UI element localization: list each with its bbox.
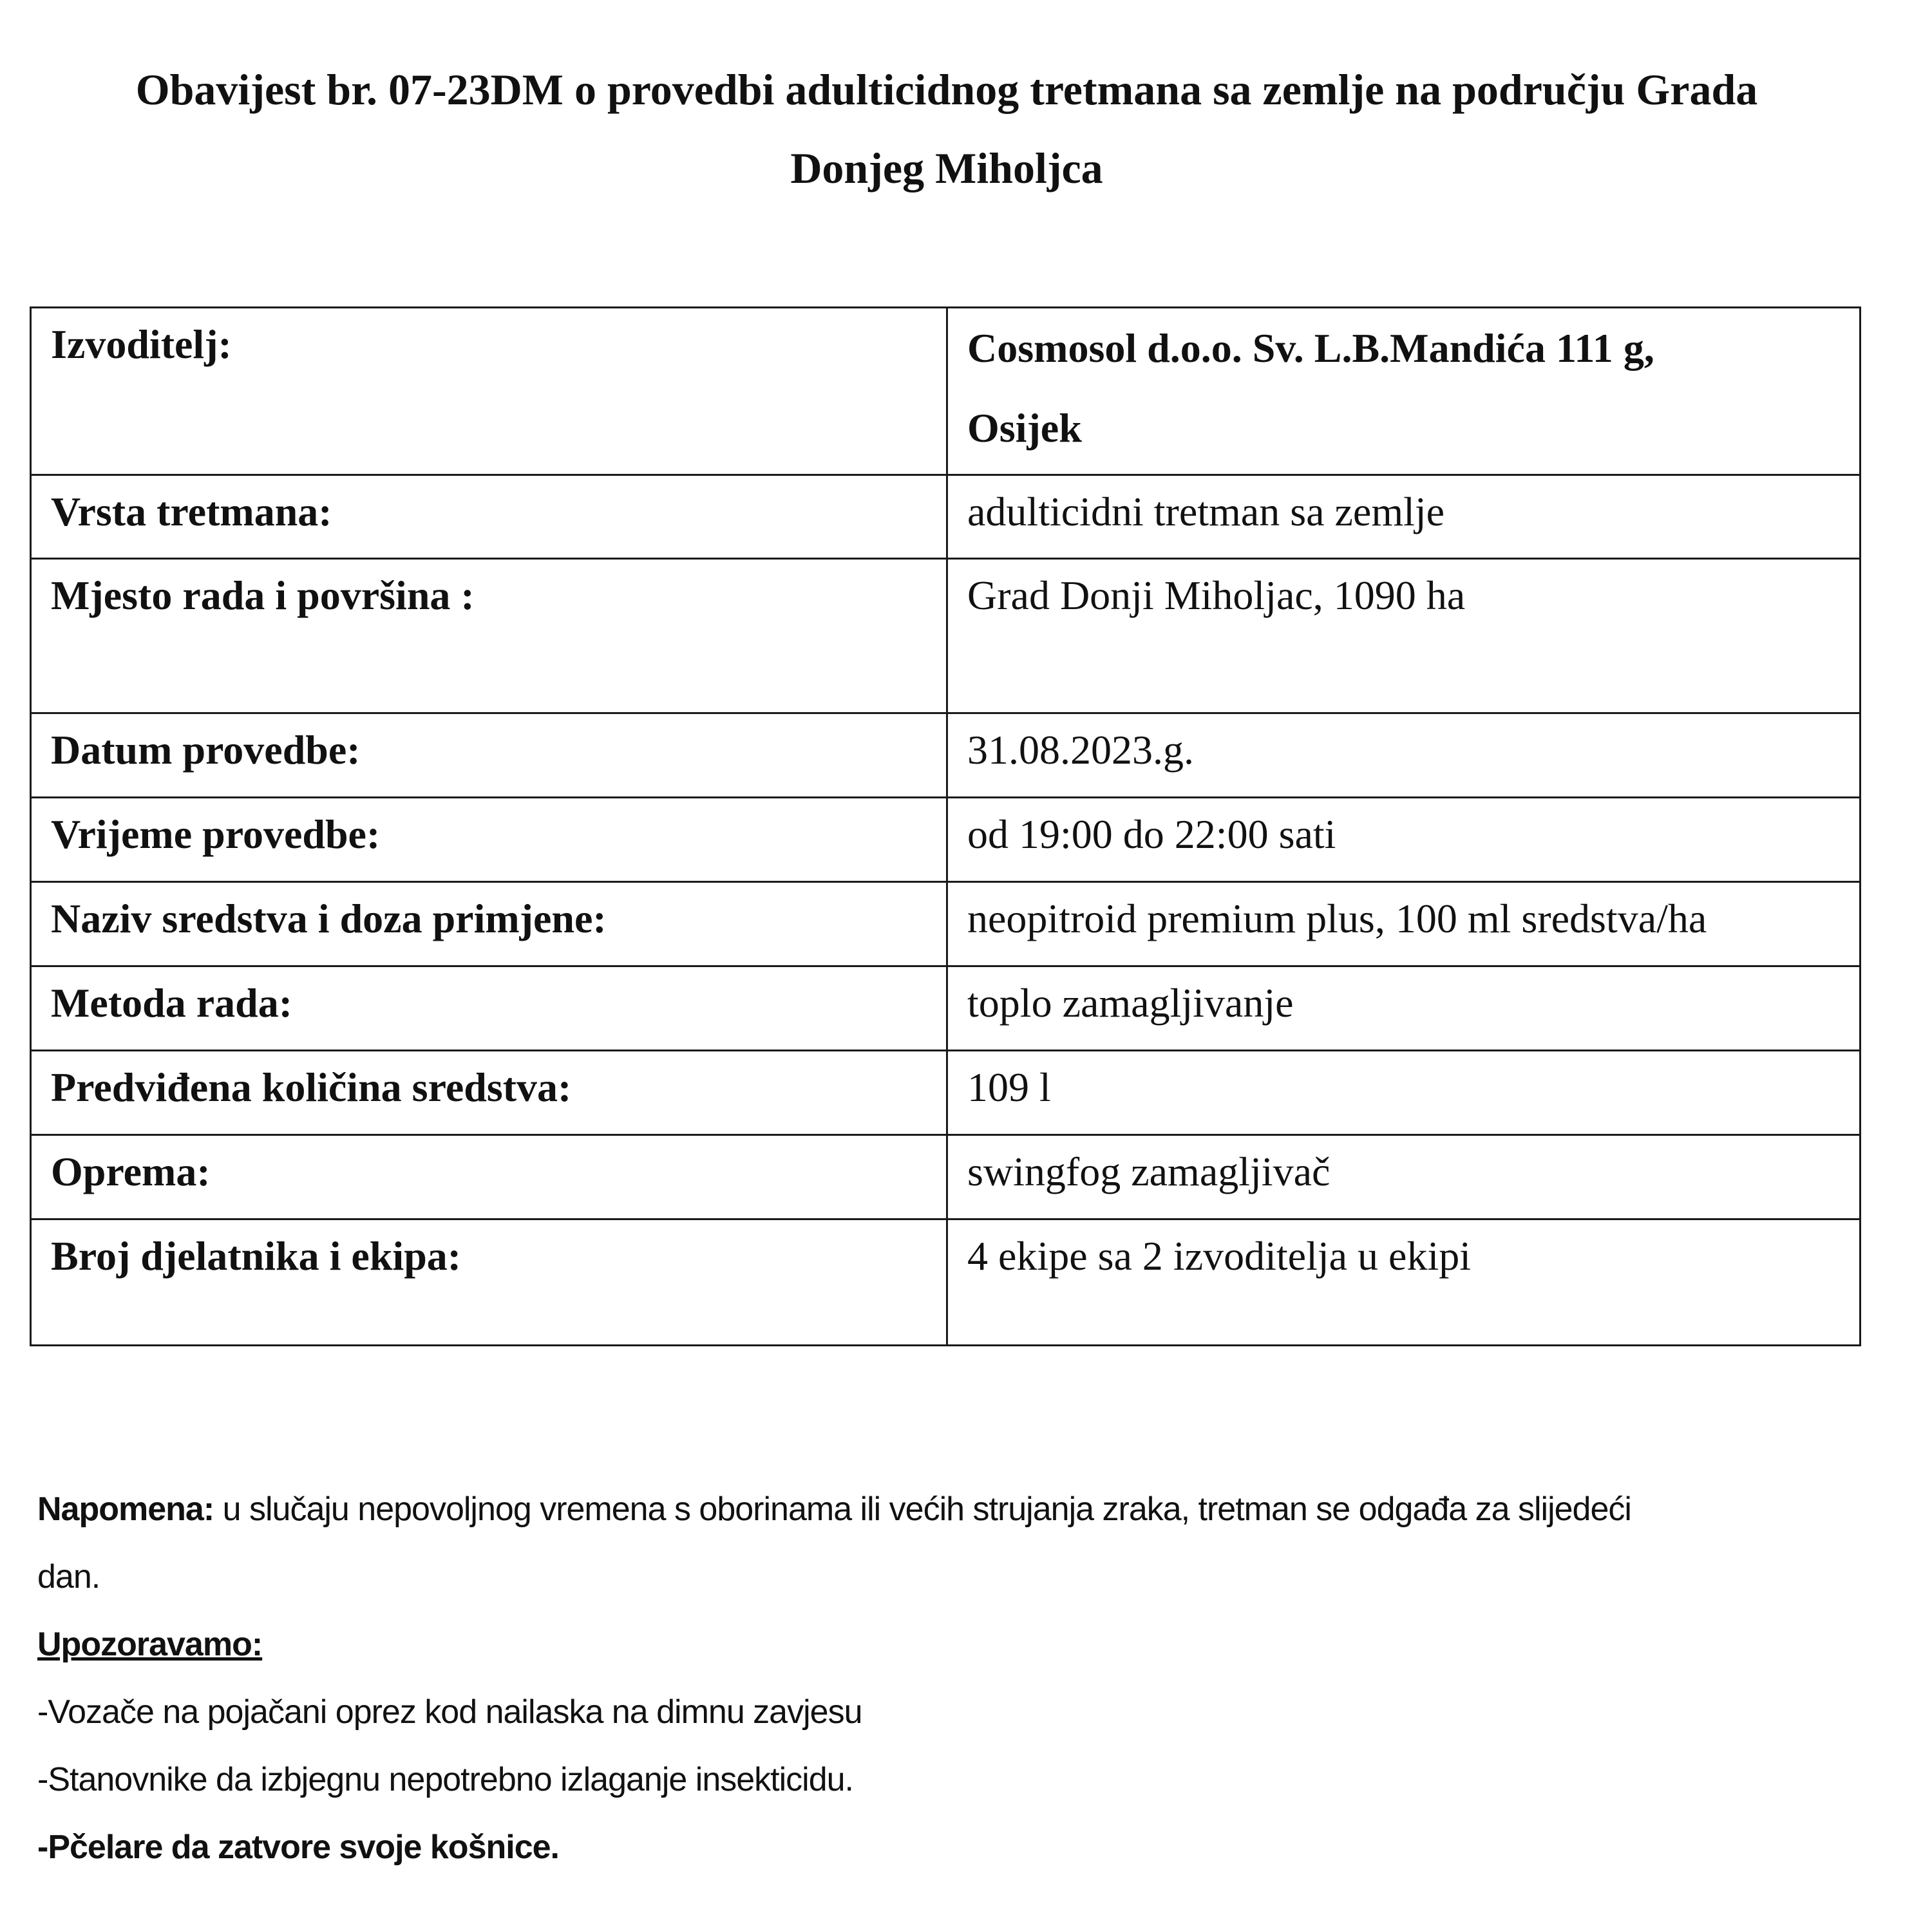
table-row (31, 798, 1861, 882)
row-value: 31.08.2023.g. (947, 713, 1861, 798)
row-value: 109 l (947, 1051, 1861, 1135)
row-value-line: Osijek (967, 405, 1082, 451)
napomena-continuation: dan. (37, 1558, 100, 1596)
row-value: swingfog zamagljivač (947, 1135, 1861, 1219)
warning-item: -Pčelare da zatvore svoje košnice. (37, 1829, 559, 1866)
table-row (31, 1051, 1861, 1135)
napomena-line (37, 1476, 1866, 1543)
napomena-label: Napomena: (37, 1491, 214, 1528)
row-label: Vrsta tretmana: (31, 475, 947, 559)
table-row (31, 1219, 1861, 1346)
row-value: neopitroid premium plus, 100 ml sredstva/ha (947, 882, 1861, 966)
row-value: toplo zamagljivanje (947, 966, 1861, 1051)
row-label: Broj djelatnika i ekipa: (31, 1219, 947, 1346)
row-label: Oprema: (31, 1135, 947, 1219)
table-row (31, 882, 1861, 966)
row-label: Izvoditelj: (31, 308, 947, 475)
row-label: Predviđena količina sredstva: (31, 1051, 947, 1135)
table-row (31, 713, 1861, 798)
row-value (947, 308, 1861, 475)
row-label: Mjesto rada i površina : (31, 559, 947, 713)
treatment-info-table (30, 306, 1861, 1346)
table-row (31, 966, 1861, 1051)
notes-section (37, 1476, 1866, 1881)
table-row (31, 308, 1861, 475)
table-row (31, 1135, 1861, 1219)
document-title (26, 50, 1868, 207)
row-value: od 19:00 do 22:00 sati (947, 798, 1861, 882)
row-label: Metoda rada: (31, 966, 947, 1051)
napomena-text: u slučaju nepovoljnog vremena s oborinama ili većih strujanja zraka, tretman se odgađa za slijedeći (214, 1491, 1631, 1528)
row-label: Vrijeme provedbe: (31, 798, 947, 882)
upozoravamo-heading: Upozoravamo: (37, 1626, 263, 1663)
title-line-1: Obavijest br. 07-23DM o provedbi adulticidnog tretmana sa zemlje na području Grada (135, 65, 1758, 114)
table-row (31, 475, 1861, 559)
row-value: 4 ekipe sa 2 izvoditelja u ekipi (947, 1219, 1861, 1346)
row-label: Datum provedbe: (31, 713, 947, 798)
row-value: adulticidni tretman sa zemlje (947, 475, 1861, 559)
warning-item: -Stanovnike da izbjegnu nepotrebno izlaganje insekticidu. (37, 1761, 853, 1798)
title-line-2: Donjeg Miholjca (790, 144, 1103, 193)
warning-item: -Vozače na pojačani oprez kod nailaska na dimnu zavjesu (37, 1693, 862, 1731)
row-value-line: Cosmosol d.o.o. Sv. L.B.Mandića 111 g, (967, 325, 1654, 371)
table-row (31, 559, 1861, 713)
row-label: Naziv sredstva i doza primjene: (31, 882, 947, 966)
row-value: Grad Donji Miholjac, 1090 ha (947, 559, 1861, 713)
